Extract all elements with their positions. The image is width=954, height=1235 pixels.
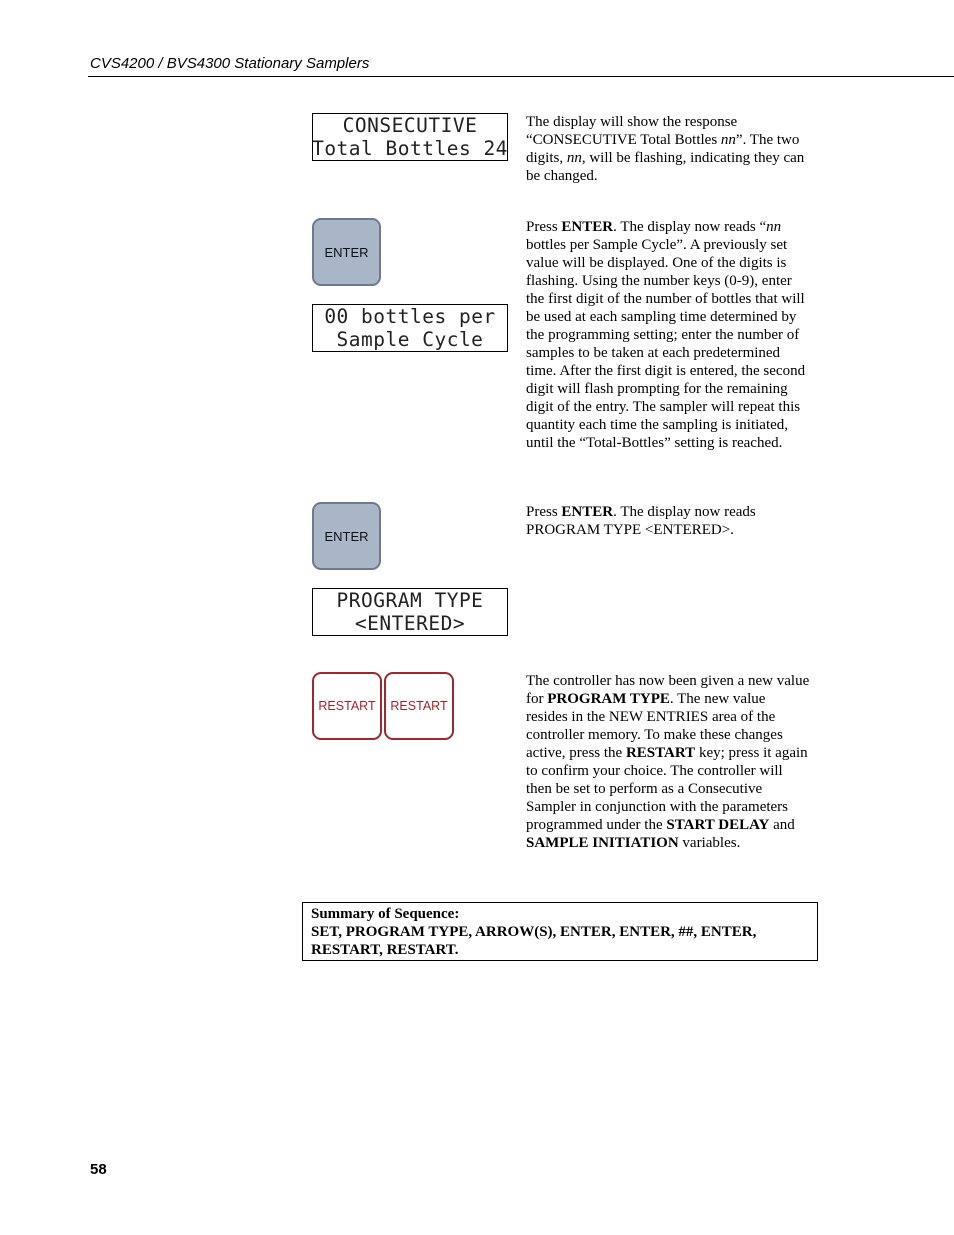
text-span: Press [526, 504, 562, 520]
text-span: and [769, 817, 795, 833]
enter-key-label: ENTER [324, 244, 369, 260]
lcd-line-1: CONSECUTIVE [342, 114, 478, 137]
restart-key-icon [312, 672, 382, 740]
step-1-text [526, 113, 810, 185]
enter-key-icon [312, 218, 381, 286]
summary-box [302, 902, 818, 961]
text-span: . The new value resides in the NEW ENTRIES area of the controller memory. To make these changes active, press the [526, 691, 783, 761]
text-span: key; press it again to confirm your choice. The controller will then be set to perform as a Consecutive Sampler in conjunction with the parameters programmed under the [526, 745, 808, 833]
lcd-line-2: Sample Cycle [336, 328, 484, 351]
restart-key-label: RESTART [318, 699, 376, 713]
enter-key-icon [312, 502, 381, 570]
lcd-display-consecutive [312, 113, 508, 161]
lcd-display-bottles [312, 304, 508, 352]
step-2-text [526, 218, 810, 452]
bold-enter: ENTER [561, 219, 614, 235]
bold-restart: RESTART [625, 745, 696, 761]
header-divider [88, 76, 954, 77]
text-span: bottles per Sample Cycle”. A previously set value will be displayed. One of the digits is flashing. Using the number keys (0-9), enter the first digit of the number of bottles that will be used at each sampling time determined by the programming setting; enter the number of samples to be taken at each predetermined time. After the first digit is entered, the second digit will flash prompting for the remaining digit of the entry. The sampler will repeat this quantity each time the sampling is initiated, until the “Total-Bottles” setting is reached. [526, 237, 806, 451]
step-4-text [526, 672, 810, 852]
lcd-line-2: <ENTERED> [354, 612, 466, 635]
bold-sample-initiation: SAMPLE INITIATION [526, 835, 679, 851]
text-span: ”. The two digits, [526, 132, 800, 166]
text-span: , will be flashing, indicating they can be changed. [526, 150, 805, 184]
restart-key-icon [384, 672, 454, 740]
italic-nn: nn [720, 132, 736, 148]
italic-nn: nn [566, 150, 582, 166]
bold-program-type: PROGRAM TYPE [547, 691, 670, 707]
text-span: . The display now reads “ [613, 219, 767, 235]
running-header: CVS4200 / BVS4300 Stationary Samplers [90, 55, 370, 72]
summary-heading: Summary of Sequence: [311, 906, 460, 922]
text-span: . The display now reads PROGRAM TYPE <ENTERED>. [526, 504, 756, 538]
bold-enter: ENTER [561, 504, 614, 520]
summary-sequence: SET, PROGRAM TYPE, ARROW(S), ENTER, ENTER, ##, ENTER, RESTART, RESTART. [311, 924, 757, 958]
text-span: The display will show the response “CONSECUTIVE Total Bottles [526, 114, 738, 148]
lcd-line-1: 00 bottles per [324, 305, 496, 328]
text-span: Press [526, 219, 562, 235]
enter-key-label: ENTER [324, 528, 369, 544]
page-number: 58 [90, 1161, 107, 1178]
step-3-text [526, 503, 810, 539]
lcd-display-program-type [312, 588, 508, 636]
restart-key-label: RESTART [390, 699, 448, 713]
lcd-line-1: PROGRAM TYPE [336, 589, 484, 612]
italic-nn: nn [766, 219, 782, 235]
text-span: variables. [678, 835, 741, 851]
bold-start-delay: START DELAY [666, 817, 770, 833]
text-span: The controller has now been given a new value for [526, 673, 810, 707]
lcd-line-2: Total Bottles 24 [312, 137, 508, 160]
